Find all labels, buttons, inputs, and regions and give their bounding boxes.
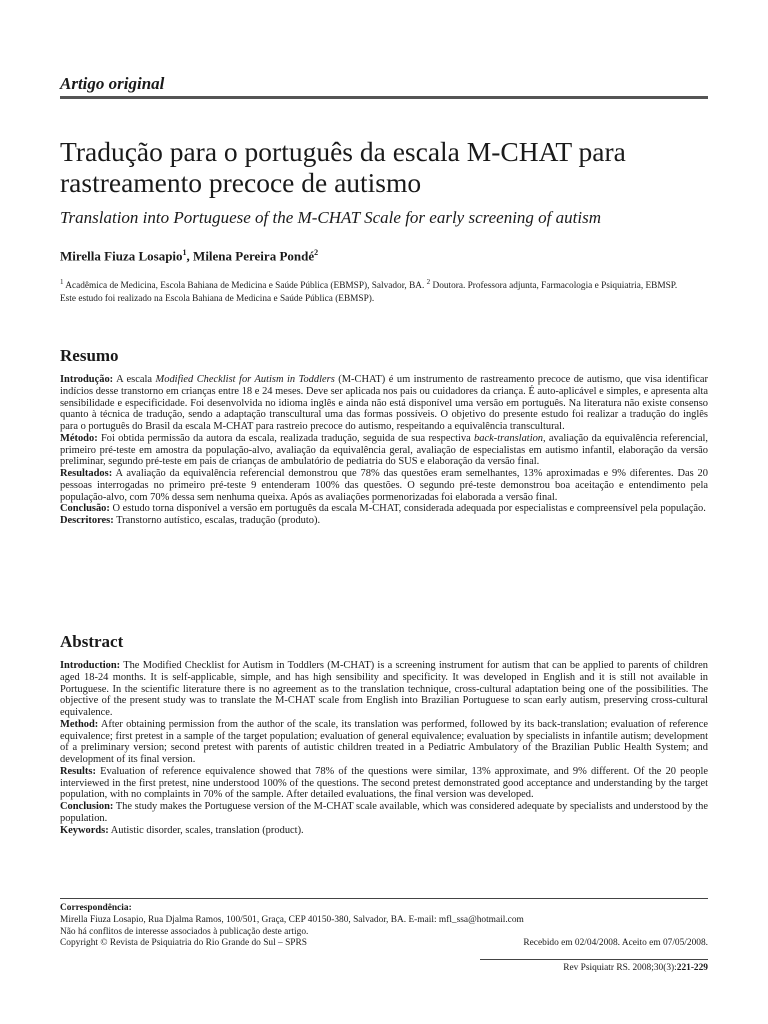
paragraph-text: Foi obtida permissão da autora da escala, realizada tradução, seguida de sua respectiva: [97, 432, 475, 444]
scale-name: Modified Checklist for Autism in Toddlers: [155, 374, 335, 385]
term-italic: back-translation: [474, 432, 544, 444]
affiliation-marker: 2: [314, 248, 319, 257]
abstract-heading: Abstract: [60, 632, 124, 651]
paragraph-label: Conclusão:: [60, 503, 110, 515]
article-title-english: Translation into Portuguese of the M-CHAT Scale for early screening of autism: [60, 208, 601, 227]
study-note: Este estudo foi realizado na Escola Bahiana de Medicina e Saúde Pública (EBMSP).: [60, 293, 375, 304]
paragraph-label: Introduction:: [60, 660, 121, 671]
footer-rule: [60, 898, 708, 899]
affiliation-marker: 2: [426, 278, 431, 286]
author-name: Mirella Fiuza Losapio: [60, 248, 183, 264]
paragraph-label: Keywords:: [60, 824, 109, 836]
article-title: Tradução para o português da escala M-CHAT para rastreamento precoce de autismo: [60, 136, 626, 198]
paragraph-text: The Modified Checklist for Autism in Toddlers (M-CHAT) is a screening instrument for autism that can be applied to parents of children aged 18-24 months. It is self-applicable, simple, and has high sensibility and specificity. It was developed in English and it is still not available in Portuguese. In the scientific literature there is no agreement as to the translation technique, cross-cultural adaptation being one of the possibilities. The objective of the present study was to translate the M-CHAT scale from English into Brazilian Portuguese to scan early autism, preserving cross-cultural equivalence.: [60, 660, 708, 718]
abstract-results: [60, 766, 708, 801]
abstract-keywords: [60, 825, 708, 837]
citation-journal: Rev Psiquiatr RS. 2008;30(3):: [563, 963, 677, 973]
citation-rule: [480, 959, 708, 960]
affiliation-text: Doutora. Professora adjunta, Farmacologia e Psiquiatria, EBMSP.: [430, 281, 678, 292]
footer-row: [60, 938, 708, 950]
paragraph-label: Results:: [60, 765, 96, 777]
paragraph-text: A escala: [113, 374, 156, 385]
author-separator: ,: [186, 248, 194, 264]
resumo-introduction: [60, 374, 708, 433]
copyright: Copyright © Revista de Psiquiatria do Rio Grande do Sul – SPRS: [60, 938, 307, 949]
resumo-keywords: [60, 515, 708, 527]
resumo-results: [60, 468, 708, 503]
paragraph-label: Introdução:: [60, 374, 114, 385]
journal-citation: [563, 963, 708, 973]
correspondence-address: Mirella Fiuza Losapio, Rua Djalma Ramos, 100/501, Graça, CEP 40150-380, Salvador, BA. E-mail: mfl_ssa@hotmail.com: [60, 914, 524, 925]
affiliations: [60, 276, 708, 305]
paragraph-text: (M-CHAT) é um instrumento de rastreamento precoce de autismo, que visa identificar indícios desse transtorno em crianças entre 18 e 24 meses. Deve ser aplicada nos pais ou cuidadores da criança. É auto-aplicável e simples, e apresenta alta sensibilidade e especificidade. Foi desenvolvida no idioma inglês e ainda não está disponível uma versão em português. Na literatura não existe consenso quanto à técnica de tradução, sendo a adaptação transcultural uma das formas possíveis. O objetivo do presente estudo foi realizar a tradução do inglês para o português do Brasil da escala M-CHAT para rastreio precoce do autismo, respeitando a equivalência transcultural.: [60, 374, 708, 432]
footer: [60, 903, 708, 950]
paragraph-text: O estudo torna disponível a versão em português da escala M-CHAT, considerada adequada por especialistas e compreensível pela população.: [109, 503, 706, 515]
paragraph-label: Method:: [60, 718, 99, 730]
paragraph-text: A avaliação da equivalência referencial demonstrou que 78% das questões eram semelhantes, 13% aproximadas e 9% diferentes. Das 20 pessoas interrogadas no primeiro pré-teste 9 entenderam 100% das questões. O segundo pré-teste demonstrou boa aceitação e entendimento pela população-alvo, com 70% dessa sem nenhuma queixa. Após as avaliações pormenorizadas foi elaborada a versão final.: [60, 468, 708, 503]
paragraph-text: The study makes the Portuguese version of the M-CHAT scale available, which was considered adequate by specialists and understood by the population.: [60, 801, 708, 824]
resumo-heading: Resumo: [60, 346, 119, 365]
affiliation-line: [60, 276, 708, 293]
affiliation-marker: 1: [60, 278, 64, 286]
correspondence-label: Correspondência:: [60, 903, 132, 913]
paragraph-text: , avaliação da equivalência referencial, primeiro pré-teste em amostra da população-alvo, avaliação da equivalência geral, avaliação de especialistas em autismo infantil, elaboração da versão preliminar, segundo pré-teste em pais de crianças de ambulatório de pediatria do SUS e elaboração da versão final.: [60, 432, 708, 468]
abstract-introduction: [60, 660, 708, 719]
paragraph-text: Autistic disorder, scales, translation (product).: [108, 824, 304, 836]
header-rule: [60, 96, 708, 99]
citation-pages: 221-229: [676, 963, 708, 973]
abstract-conclusion: [60, 801, 708, 825]
author-list: [60, 248, 318, 264]
section-label: Artigo original: [60, 74, 165, 93]
received-dates: Recebido em 02/04/2008. Aceito em 07/05/2008.: [523, 938, 708, 949]
abstract-method: [60, 719, 708, 766]
conflict-statement: Não há conflitos de interesse associados à publicação deste artigo.: [60, 926, 309, 937]
paragraph-label: Método:: [60, 432, 98, 444]
resumo-method: [60, 433, 708, 468]
paragraph-text: After obtaining permission from the author of the scale, its translation was performed, followed by its back-translation; evaluation of reference equivalence; first pretest in a sample of the target population; evaluation of general equivalence; evaluation by specialists in infantile autism; development of a preliminary version; second pretest with parents of autistic children treated in a Pediatric Ambulatory of the Brazilian Public Health System; and development of its final version.: [60, 718, 708, 765]
paragraph-text: Transtorno autístico, escalas, tradução (produto).: [113, 515, 321, 526]
resumo-body: [60, 374, 708, 527]
affiliation-text: Acadêmica de Medicina, Escola Bahiana de Medicina e Saúde Pública (EBMSP), Salvador, BA.: [63, 281, 427, 292]
resumo-conclusion: [60, 503, 708, 515]
author-name: Milena Pereira Pondé: [193, 248, 315, 264]
paragraph-label: Resultados:: [60, 468, 113, 479]
paragraph-label: Conclusion:: [60, 801, 114, 812]
abstract-body: [60, 660, 708, 836]
affiliation-marker: 1: [182, 248, 187, 257]
paragraph-label: Descritores:: [60, 515, 114, 526]
paragraph-text: Evaluation of reference equivalence showed that 78% of the questions were similar, 13% approximate, and 9% different. Of the 20 people interviewed in the first pretest, nine understood 100% of the questions. The second pretest demonstrated good acceptance and understanding by the target population, with no complaints in 70% of the sample. After detailed evaluations, the final version was developed.: [60, 765, 708, 801]
